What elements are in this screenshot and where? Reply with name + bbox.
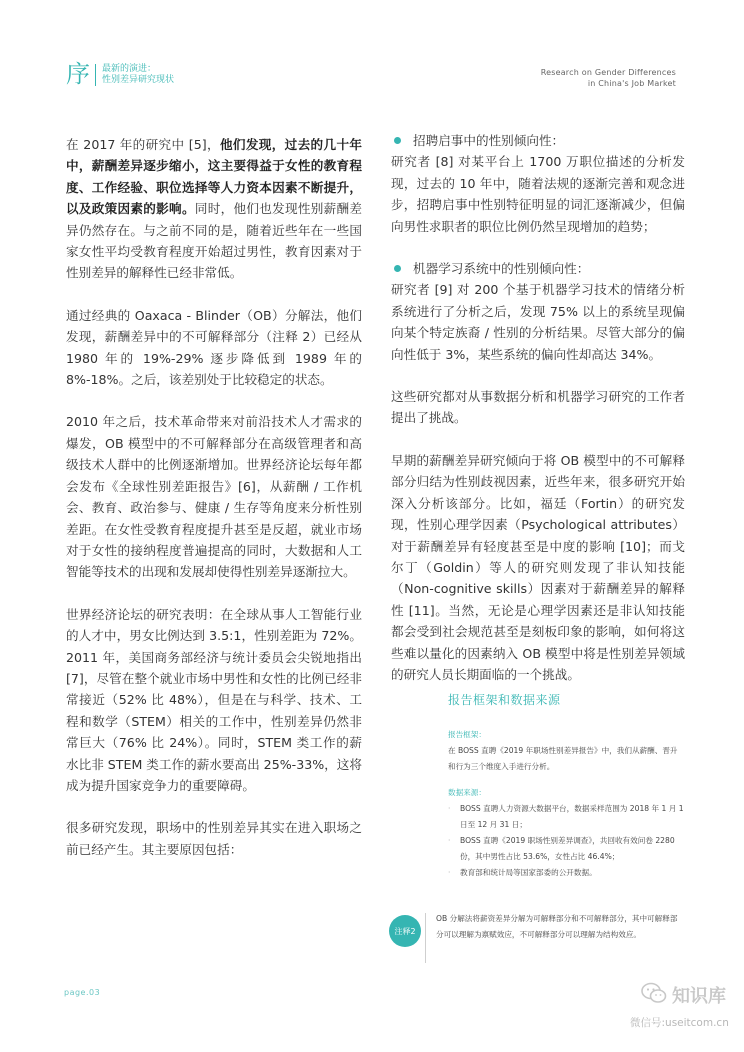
- bullet-recruitment-text: 研究者 [8] 对某平台上 1700 万职位描述的分析发现，过去的 10 年中，随着法规的逐渐完善和观念进步，招聘启事中性别特征明显的词汇逐渐减少，但偏向男性求职者的职位比例仍然呈现增加的趋势；: [391, 154, 685, 234]
- page-number: page.03: [64, 988, 101, 997]
- paragraph-1-emphasis: 他们发现，过去的几十年中，薪酬差异逐步缩小，这主要得益于女性的教育程度、工作经验、职位选择等人力资本因素不断提升，以及政策因素的影响。: [66, 137, 362, 217]
- note-divider: [425, 913, 426, 963]
- list-marker: ·: [448, 836, 451, 845]
- header-divider: [95, 64, 96, 86]
- bullet-machine-learning: [391, 258, 685, 279]
- paragraph-1-rest: 同时，他们也发现性别薪酬差异仍然存在。与之前不同的是，随着近些年在一些国家女性平均受教育程度开始超过男性，教育因素对于性别差异的解释性已经非常低。: [66, 201, 363, 281]
- paragraph-challenge: 这些研究都对从事数据分析和机器学习研究的工作者提出了挑战。: [391, 389, 685, 426]
- wechat-icon: [641, 982, 667, 1004]
- header-report-title-line2: in China's Job Market: [587, 79, 676, 88]
- watermark-brand: 知识库: [672, 986, 726, 1007]
- paragraph-1: [66, 134, 362, 284]
- right-column: [391, 130, 685, 706]
- bullet-machine-learning-text: 研究者 [9] 对 200 个基于机器学习技术的情绪分析系统进行了分析之后，发现 75% 以上的系统呈现偏向某个特定族裔 / 性别的分析结果。尽管大部分的偏向性低于 3%，某些系统的偏向性却高达 34%。: [391, 282, 685, 362]
- paragraph-4: 世界经济论坛的研究表明：在全球从事人工智能行业的人才中，男女比例达到 3.5:1，性别差距为 72%。2011 年，美国商务部经济与统计委员会尖锐地指出 [7]，尽管在整个就业市场中男性和女性的比例已经非常接近（52% 比 48%），但是在与科学、技术、工程和数学（STEM）相关的工作中，性别差异仍然非常巨大（76% 比 24%）。同时，STEM 类工作的薪水比非 STEM 类工作的薪水要高出 25%-33%，这将成为提升国家竞争力的重要障碍。: [66, 606, 362, 793]
- bullet-machine-learning-heading: 机器学习系统中的性别倾向性：: [413, 261, 590, 277]
- data-source-item: [448, 833, 684, 865]
- left-column: [66, 134, 362, 881]
- framework-title: 报告框架和数据来源: [448, 693, 561, 707]
- header-subtitle: [102, 64, 174, 86]
- data-source-item: [448, 801, 684, 833]
- note-badge: 注释2: [389, 915, 421, 947]
- data-source-text: BOSS 直聘人力资源大数据平台，数据采样范围为 2018 年 1 月 1 日至 12 月 31 日；: [460, 804, 684, 829]
- header-report-title: [541, 67, 676, 89]
- bullet-recruitment-heading: 招聘启事中的性别倾向性：: [413, 133, 565, 148]
- watermark-account: 微信号:useitcom.cn: [630, 1017, 729, 1029]
- section-mark: 序: [66, 60, 90, 88]
- data-source-label: 数据来源：: [448, 788, 486, 797]
- paragraph-3: 2010 年之后，技术革命带来对前沿技术人才需求的爆发，OB 模型中的不可解释部分在高级管理者和高级技术人群中的比例逐渐增加。世界经济论坛每年都会发布《全球性别差距报告》[6]，从薪酬 / 工作机会、教育、政治参与、健康 / 生存等角度来分析性别差距。在女性受教育程度提升甚至是反超，就业市场对于女性的接纳程度普遍提高的同时，大数据和人工智能等技术的出现和发展却使得性别差异逐渐拉大。: [66, 414, 362, 580]
- paragraph-early-research: 早期的薪酬差异研究倾向于将 OB 模型中的不可解释部分归结为性别歧视因素，近些年来，很多研究开始深入分析该部分。比如，福廷（Fortin）的研究发现，性别心理学因素（Psychological attributes）对于薪酬差异有轻度甚至是中度的影响 [10]；而戈尔丁（Goldin）等人的研究则发现了非认知技能（Non-cognitive skills）因素对于薪酬差异的解释性 [11]。当然，无论是心理学因素还是非认知技能都会受到社会规范甚至是刻板印象的影响，如何将这些难以量化的因素纳入 OB 模型中将是性别差异领域的研究人员长期面临的一个挑战。: [391, 452, 685, 682]
- bullet-dot-icon: [394, 265, 401, 272]
- bullet-dot-icon: [394, 137, 401, 144]
- header-subtitle-line2: 性别差异研究现状: [102, 75, 175, 85]
- paragraph-2: 通过经典的 Oaxaca - Blinder（OB）分解法，他们发现，薪酬差异中的不可解释部分（注释 2）已经从 1980 年的 19%-29% 逐步降低到 1989 年的 8%-18%。之后，该差别处于比较稳定的状态。: [66, 307, 362, 388]
- bullet-recruitment: [391, 130, 685, 151]
- paragraph-5: 很多研究发现，职场中的性别差异其实在进入职场之前已经产生。其主要原因包括：: [66, 820, 362, 857]
- framework-label: 报告框架：: [448, 730, 486, 739]
- paragraph-1-lead: 在 2017 年的研究中 [5]，: [66, 137, 220, 152]
- note-text: OB 分解法将薪资差异分解为可解释部分和不可解释部分，其中可解释部分可以理解为禀赋效应，不可解释部分可以理解为结构效应。: [436, 914, 678, 939]
- data-source-text: BOSS 直聘《2019 职场性别差异调查》，共回收有效问卷 2280 份，其中男性占比 53.6%，女性占比 46.4%；: [460, 836, 675, 861]
- framework-box: [448, 727, 684, 881]
- header-subtitle-line1: 最新的演进：: [102, 64, 157, 74]
- framework-text: 在 BOSS 直聘《2019 年职场性别差异报告》中，我们从薪酬、晋升和行为三个维度入手进行分析。: [448, 746, 678, 771]
- list-marker: ·: [448, 868, 451, 877]
- data-source-text: 教育部和统计局等国家部委的公开数据。: [460, 868, 597, 877]
- list-marker: ·: [448, 804, 451, 813]
- header-report-title-line1: Research on Gender Differences: [540, 68, 676, 77]
- data-source-item: [448, 865, 684, 881]
